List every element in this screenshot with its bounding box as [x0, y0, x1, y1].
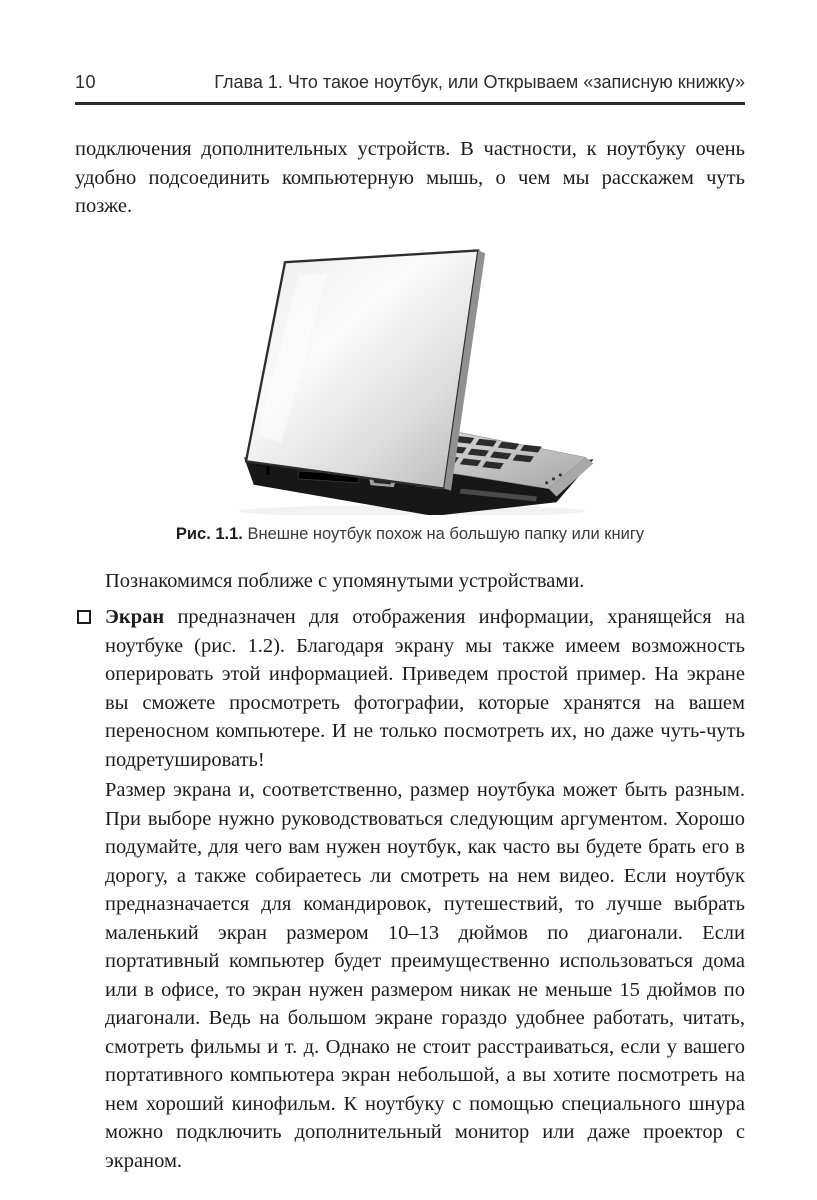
laptop-photo	[75, 227, 745, 515]
figure-caption	[75, 525, 745, 544]
figure-caption-label: Рис. 1.1.	[175, 524, 243, 543]
running-head	[75, 72, 745, 105]
bullet-paragraph-1	[105, 603, 745, 774]
bullet-paragraph-2: Размер экрана и, соответственно, размер ноутбука может быть разным. При выборе нужно руководствоваться следующим аргументом. Хорошо подумайте, для чего вам нужен ноутбук, как часто вы будете брать его в дорогу, а также собираетесь ли смотреть на нем видео. Если ноутбук предназначается для командировок, путешествий, то лучше выбрать маленький экран размером 10–13 дюймов по диагонали. Если портативный компьютер будет преимущественно использоваться дома или в офисе, то экран нужен размером никак не меньше 15 дюймов по диагонали. Ведь на большом экране гораздо удобнее работать, читать, смотреть фильмы и т. д. Однако не стоит расстраиваться, если у вашего портативного компьютера экран небольшой, а вы хотите посмотреть на нем хороший кинофильм. К ноутбуку с помощью специального шнура можно подключить дополнительный монитор или даже проектор с экраном.	[105, 779, 745, 1172]
figure-laptop	[75, 227, 745, 544]
chapter-title: Глава 1. Что такое ноутбук, или Открываем «записную книжку»	[214, 72, 745, 92]
bullet-term: Экран	[105, 606, 165, 628]
page-number: 10	[75, 72, 97, 92]
page-body	[75, 135, 745, 1175]
bullet-item-screen	[75, 603, 745, 1175]
bullet-text: предназначен для отображения информации, хранящейся на ноутбуке (рис. 1.2). Благодаря экрану мы также имеем возможность оперировать этой информацией. Приведем простой пример. На экране вы сможете просмотреть фотографии, которые хранятся на вашем переносном компьютере. И не только посмотреть их, но даже чуть-чуть подретушировать!	[105, 606, 746, 771]
square-bullet-icon	[77, 610, 91, 624]
bullet-body	[105, 603, 745, 1175]
figure-caption-text: Внешне ноутбук похож на большую папку или книгу	[247, 524, 645, 543]
paragraph-lead: Познакомимся поближе с упомянутыми устройствами.	[105, 569, 585, 592]
laptop-illustration	[200, 227, 620, 515]
paragraph-intro: подключения дополнительных устройств. В частности, к ноутбуку очень удобно подсоединить компьютерную мышь, о чем мы расскажем чуть позже.	[75, 138, 745, 217]
